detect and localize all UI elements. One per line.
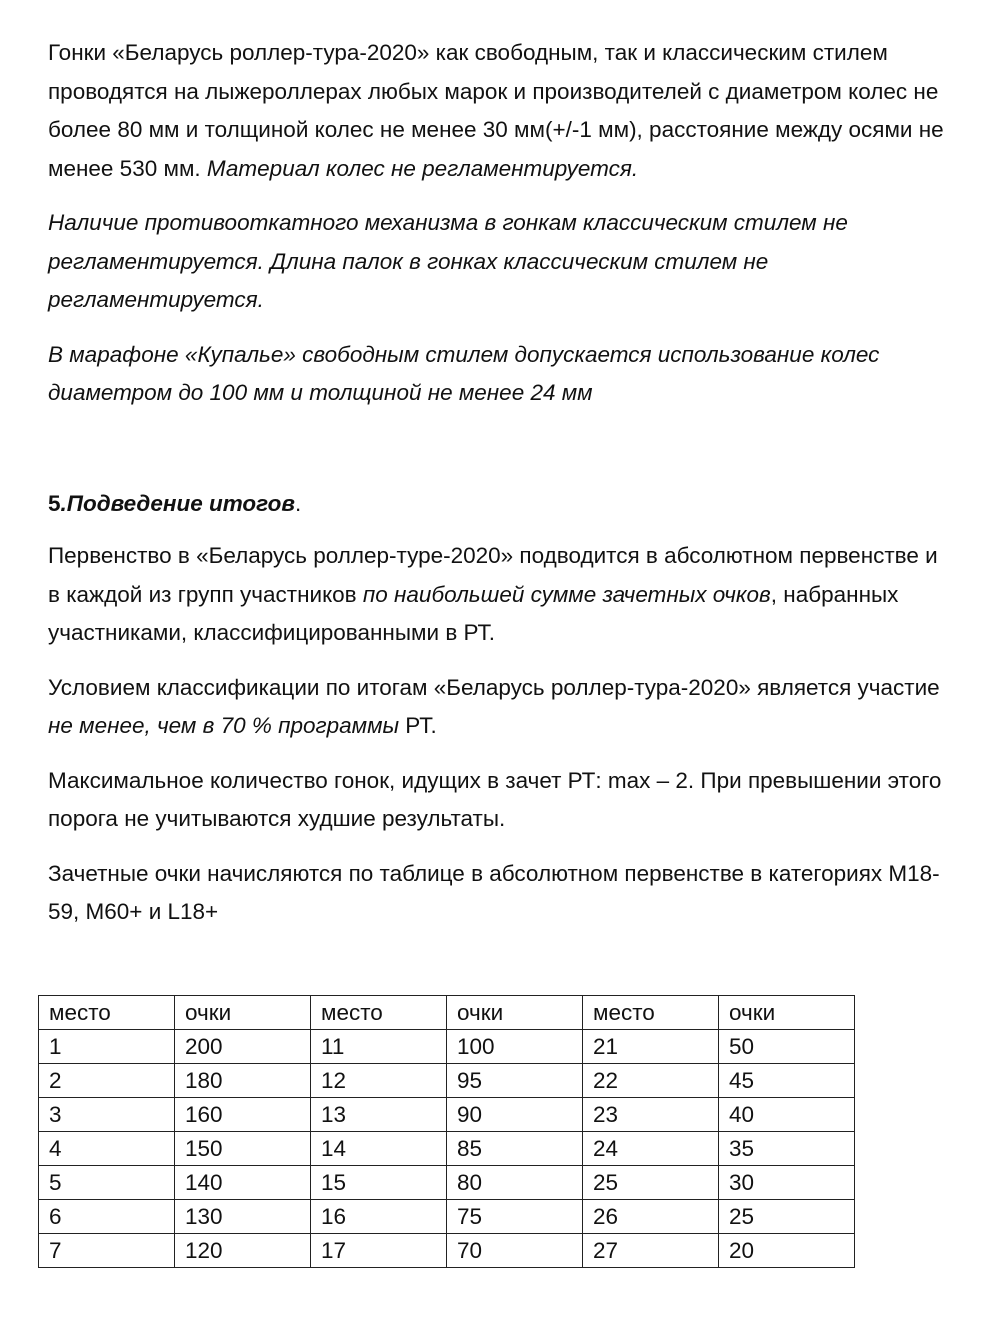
paragraph-standings — [48, 537, 948, 653]
table-cell: 100 — [447, 1030, 583, 1064]
table-cell: 11 — [311, 1030, 447, 1064]
table-header-cell: место — [39, 996, 175, 1030]
table-cell: 150 — [175, 1132, 311, 1166]
wheel-material-note: Материал колес не регламентируется. — [206, 155, 639, 181]
table-cell: 25 — [719, 1200, 855, 1234]
table-cell: 6 — [39, 1200, 175, 1234]
paragraph-equipment — [48, 34, 948, 188]
mechanism-note: Наличие противооткатного механизма в гонкам классическим стилем не регламентируется. Длина палок в гонках классическим стилем не регламентируется. — [48, 210, 848, 312]
table-cell: 13 — [311, 1098, 447, 1132]
classification-text-c: РТ. — [399, 713, 437, 738]
points-table — [38, 995, 855, 1268]
table-cell: 85 — [447, 1132, 583, 1166]
max-races-text: Максимальное количество гонок, идущих в зачет РТ: max – 2. При превышении этого порога не учитываются худшие результаты. — [48, 767, 942, 831]
table-cell: 23 — [583, 1098, 719, 1132]
table-header-row — [39, 996, 855, 1030]
table-header-cell: очки — [719, 996, 855, 1030]
paragraph-points-intro — [48, 855, 948, 932]
paragraph-classification — [48, 669, 948, 746]
classification-text-a: Условием классификации по итогам «Беларусь роллер-тура-2020» является участие — [48, 674, 940, 700]
table-row — [39, 1030, 855, 1064]
paragraph-marathon — [48, 336, 948, 413]
table-cell: 75 — [447, 1200, 583, 1234]
table-cell: 35 — [719, 1132, 855, 1166]
table-cell: 16 — [311, 1200, 447, 1234]
table-header-cell: очки — [447, 996, 583, 1030]
table-cell: 15 — [311, 1166, 447, 1200]
table-row — [39, 1200, 855, 1234]
table-cell: 70 — [447, 1234, 583, 1268]
table-cell: 21 — [583, 1030, 719, 1064]
table-row — [39, 1132, 855, 1166]
table-cell: 160 — [175, 1098, 311, 1132]
table-header-cell: место — [311, 996, 447, 1030]
table-cell: 120 — [175, 1234, 311, 1268]
classification-text-b: не менее, чем в 70 % программы — [48, 713, 400, 738]
section-title: Подведение итогов — [66, 490, 295, 516]
table-header-cell: место — [583, 996, 719, 1030]
table-cell: 24 — [583, 1132, 719, 1166]
section-number: 5 — [48, 490, 61, 516]
table-cell: 14 — [311, 1132, 447, 1166]
section-title-dot: . — [294, 490, 302, 516]
paragraph-max-races — [48, 762, 948, 839]
section-heading: 5.Подведение итогов. — [48, 490, 302, 516]
document-page — [48, 34, 948, 948]
table-cell: 95 — [447, 1064, 583, 1098]
table-cell: 80 — [447, 1166, 583, 1200]
table-cell: 5 — [39, 1166, 175, 1200]
table-cell: 50 — [719, 1030, 855, 1064]
table-cell: 30 — [719, 1166, 855, 1200]
table-row — [39, 1098, 855, 1132]
standings-text-b: по наибольшей сумме зачетных очков — [362, 581, 771, 607]
standings-text-c: , набранных участниками, классифицированными в РТ. — [48, 581, 899, 645]
table-cell: 22 — [583, 1064, 719, 1098]
table-cell: 40 — [719, 1098, 855, 1132]
table-cell: 90 — [447, 1098, 583, 1132]
table-cell: 12 — [311, 1064, 447, 1098]
table-cell: 26 — [583, 1200, 719, 1234]
table-row — [39, 1166, 855, 1200]
table-cell: 2 — [39, 1064, 175, 1098]
table-header-cell: очки — [175, 996, 311, 1030]
table-cell: 45 — [719, 1064, 855, 1098]
table-cell: 1 — [39, 1030, 175, 1064]
table-cell: 27 — [583, 1234, 719, 1268]
points-intro-text: Зачетные очки начисляются по таблице в абсолютном первенстве в категориях М18-59, М60+ и L18+ — [48, 860, 940, 924]
table-cell: 7 — [39, 1234, 175, 1268]
table-cell: 4 — [39, 1132, 175, 1166]
paragraph-mechanism — [48, 204, 948, 320]
table-row — [39, 1064, 855, 1098]
table-cell: 200 — [175, 1030, 311, 1064]
table-row — [39, 1234, 855, 1268]
table-cell: 17 — [311, 1234, 447, 1268]
equipment-text: Гонки «Беларусь роллер-тура-2020» как свободным, так и классическим стилем проводятся на лыжероллерах любых марок и производителей с диаметром колес не более 80 мм и толщиной колес не менее 30 мм(+/-1 мм), расстояние между осями не менее 530 мм. — [48, 40, 944, 181]
marathon-note: В марафоне «Купалье» свободным стилем допускается использование колес диаметром до 100 мм и толщиной не менее 24 мм — [48, 341, 880, 405]
table-cell: 20 — [719, 1234, 855, 1268]
table-cell: 3 — [39, 1098, 175, 1132]
standings-text-a: Первенство в «Беларусь роллер-туре-2020» подводится в абсолютном первенстве и в каждой из групп участников — [48, 543, 938, 607]
table-cell: 25 — [583, 1166, 719, 1200]
table-cell: 140 — [175, 1166, 311, 1200]
table-cell: 180 — [175, 1064, 311, 1098]
table-cell: 130 — [175, 1200, 311, 1234]
